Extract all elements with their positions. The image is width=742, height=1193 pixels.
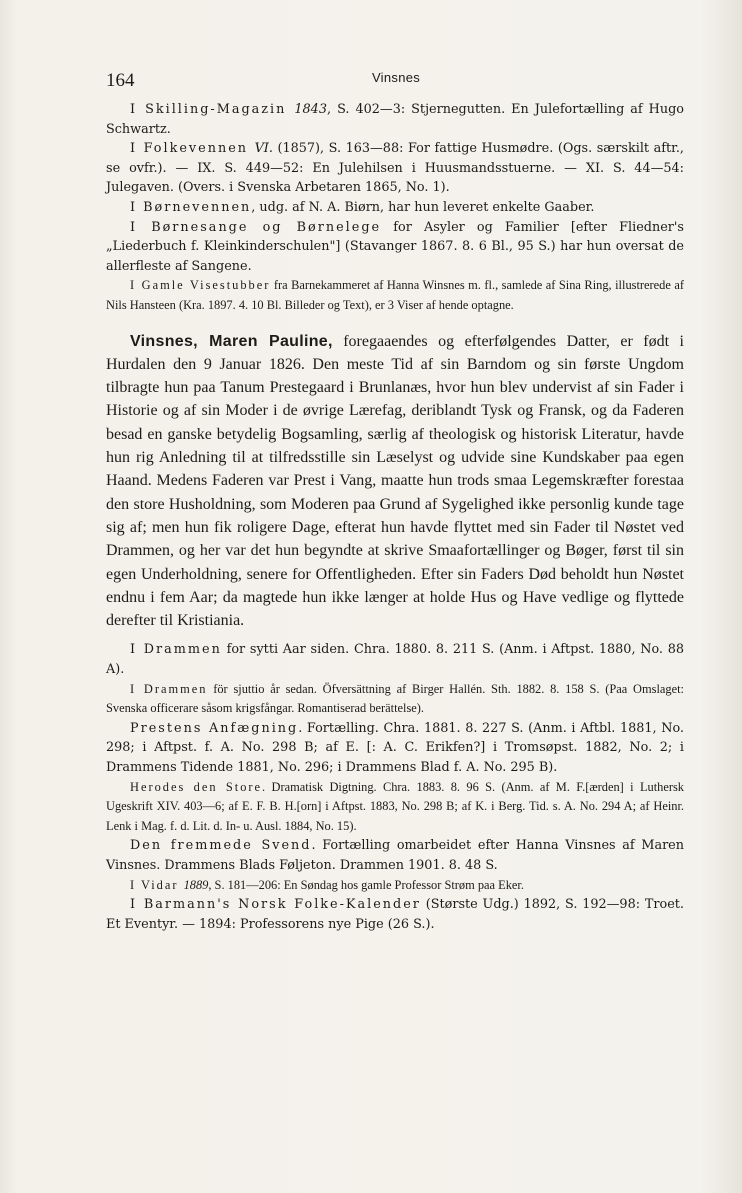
- work-drammen-swedish: I Drammen för sjuttio år sedan. Öfversättning af Birger Hallén. Sth. 1882. 8. 158 S. (Paa Omslaget: Svenska officerare såsom krigsfångar. Romantiserad berättelse).: [106, 681, 684, 716]
- biography-name: Vinsnes, Maren Pauline,: [130, 332, 333, 350]
- work-herodes: Herodes den Store. Dramatisk Digtning. Chra. 1883. 8. 96 S. (Anm. af M. F.[ærden] i Luthersk Ugeskrift XIV. 403—6; af E. F. B. H.[orn] i Aftpst. 1883, No. 298 B; af K. i Berg. Tid. s. A. No. 294 A; af Heinr. Lenk i Mag. f. d. Lit. d. In- u. Ausl. 1884, No. 15).: [106, 779, 684, 833]
- work-folke-kalender: I Barmann's Norsk Folke-Kalender (Største Udg.) 1892, S. 192—98: Troet. Et Eventyr. — 1894: Professorens nye Pige (26 S.).: [106, 897, 684, 932]
- work-prestens-anfaegning: Prestens Anfægning. Fortælling. Chra. 1881. 8. 227 S. (Anm. i Aftbl. 1881, No. 298; i Aftpst. f. A. No. 298 B; af E. [: A. C. Erikfen?] i Tromsøpst. 1882, No. 2; i Drammens Tidende 1881, No. 296; i Drammens Blad f. A. No. 295 B).: [106, 720, 684, 775]
- work-vidar: I Vidar 1889, S. 181—206: En Søndag hos gamle Professor Strøm paa Eker.: [130, 877, 524, 892]
- page-body: [106, 100, 684, 934]
- work-fremmede-svend: Den fremmede Svend. Fortælling omarbeidet efter Hanna Vinsnes af Maren Vinsnes. Drammens Blads Føljeton. Drammen 1901. 8. 48 S.: [106, 838, 685, 873]
- running-head: Vinsnes: [371, 70, 421, 85]
- page-header: [106, 68, 686, 92]
- biography-paragraph: Vinsnes, Maren Pauline, foregaaendes og efterfølgendes Datter, er født i Hurdalen den 9 Januar 1826. Den meste Tid af sin Barndom og sin første Ungdom tilbragte hun paa Tanum Prestegaard i Brunlanæs, hvor hun blev undervist af sin Fader i Historie og af sin Moder i de øvrige Lærefag, deriblandt Tysk og Fransk, og da Faderen besad en ganske betydelig Bogsamling, særlig af theologisk og historisk Literatur, havde hun rig Anledning til at tilfredsstille sin Læselyst og udvide sine Kundskaber paa egen Haand. Medens Faderen var Prest i Vang, maatte hun trods smaa Legemskræfter forestaa den store Husholdning, som Moderen paa Grund af Sygelighed ikke personlig kunde tage sig af; men hun fik roligere Dage, efterat hun havde flyttet med sin Fader til Nøstet ved Drammen, og her var det hun begyndte at skrive Smaafortællinger og Bøger, først til sin egen Underholdning, senere for Offentligheden. Efter sin Faders Død beholdt hun Nøstet endnu i fem Aar; da magtede hun ikke længer at holde Hus og Have vedlige og flyttede derefter til Kristiania.: [106, 332, 684, 630]
- entry-bornevennen: I Børnevennen, udg. af N. A. Biørn, har hun leveret enkelte Gaaber.: [130, 199, 595, 215]
- work-drammen: I Drammen for sytti Aar siden. Chra. 1880. 8. 211 S. (Anm. i Aftpst. 1880, No. 88 A).: [106, 642, 684, 677]
- entry-folkevennen: I Folkevennen VI. (1857), S. 163—88: For fattige Husmødre. (Ogs. særskilt aftr., se ovfr.). — IX. S. 449—52: En Julehilsen i Huusmandsstuerne. — XI. S. 44—54: Julegaven. (Overs. i Svenska Arbetaren 1865, No. 1).: [106, 141, 684, 196]
- entry-gamle-visestubber: I Gamle Visestubber fra Barnekammeret af Hanna Winsnes m. fl., samlede af Sina Ring, illustrerede af Nils Hansteen (Kra. 1897. 4. 10 Bl. Billeder og Text), er 3 Viser af hende optagne.: [106, 278, 684, 312]
- entry-skilling-magazin: I Skilling-Magazin 1843, S. 402—3: Stjernegutten. En Julefortælling af Hugo Schwartz.: [106, 102, 684, 137]
- page-number: 164: [106, 70, 135, 91]
- entry-bornesange: I Børnesange og Børnelege for Asyler og Familier [efter Fliedner's „Liederbuch f. Kleinkinderschulen"] (Stavanger 1867. 8. 6 Bl., 95 S.) har hun oversat de allerfleste af Sangene.: [106, 219, 684, 274]
